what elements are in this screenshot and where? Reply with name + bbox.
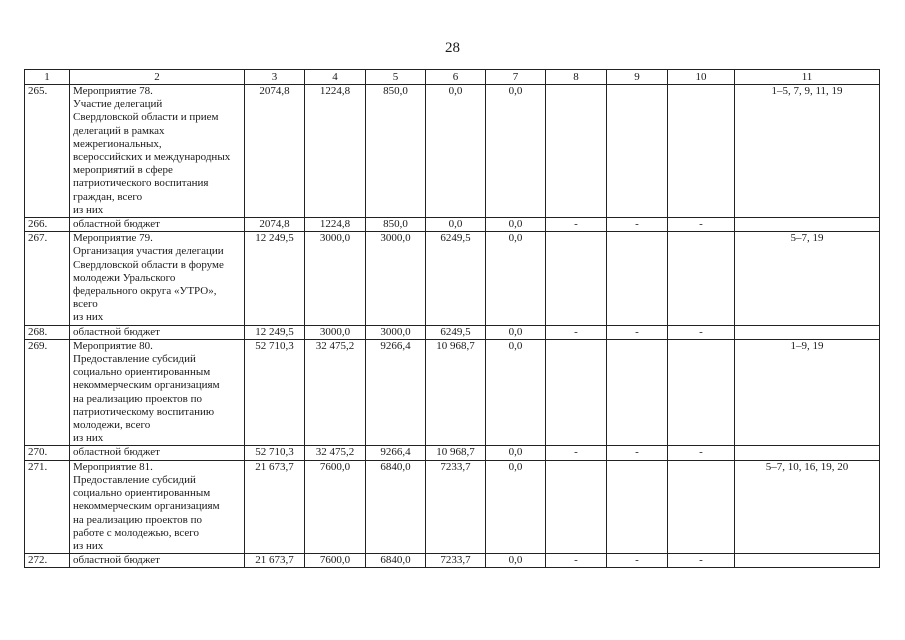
target-indicators-cell bbox=[735, 218, 880, 232]
description-line: Участие делегаций bbox=[73, 98, 163, 111]
target-indicators-cell: 1–5, 7, 9, 11, 19 bbox=[735, 85, 880, 218]
empty-column-cell-v9 bbox=[607, 339, 668, 446]
empty-column-cell-v10: - bbox=[668, 446, 735, 460]
amount-cell-v6: 0,0 bbox=[426, 85, 486, 218]
description-line: из них bbox=[73, 311, 104, 324]
description-cell bbox=[70, 339, 245, 446]
description-line: областной бюджет bbox=[73, 554, 160, 567]
empty-column-cell-v9 bbox=[607, 85, 668, 218]
table-row bbox=[25, 325, 880, 339]
empty-column-cell-v8: - bbox=[546, 218, 607, 232]
amount-cell-v3: 2074,8 bbox=[245, 218, 305, 232]
description-line: областной бюджет bbox=[73, 218, 160, 231]
description-line: Мероприятие 80. bbox=[73, 339, 153, 352]
amount-cell-v4: 7600,0 bbox=[305, 554, 366, 568]
description-line: всего bbox=[73, 298, 98, 311]
amount-cell-v3: 52 710,3 bbox=[245, 446, 305, 460]
description-line: Мероприятие 79. bbox=[73, 232, 153, 245]
description-line: патриотическому воспитанию bbox=[73, 405, 215, 418]
description-cell bbox=[70, 446, 245, 460]
column-header: 6 bbox=[426, 70, 486, 85]
empty-column-cell-v9: - bbox=[607, 446, 668, 460]
description-line: областной бюджет bbox=[73, 325, 160, 338]
description-line: некоммерческим организациям bbox=[73, 500, 220, 513]
description-line: социально ориентированным bbox=[73, 366, 211, 379]
description-line: Организация участия делегации bbox=[73, 245, 224, 258]
target-indicators-cell bbox=[735, 446, 880, 460]
description-line: молодежи, всего bbox=[73, 419, 151, 432]
empty-column-cell-v9 bbox=[607, 232, 668, 325]
amount-cell-v7: 0,0 bbox=[486, 446, 546, 460]
amount-cell-v6: 10 968,7 bbox=[426, 339, 486, 446]
amount-cell-v4: 7600,0 bbox=[305, 460, 366, 553]
empty-column-cell-v8: - bbox=[546, 446, 607, 460]
table-row bbox=[25, 446, 880, 460]
amount-cell-v6: 7233,7 bbox=[426, 554, 486, 568]
amount-cell-v5: 9266,4 bbox=[366, 339, 426, 446]
description-line: молодежи Уральского bbox=[73, 271, 176, 284]
description-line: Предоставление субсидий bbox=[73, 473, 196, 486]
empty-column-cell-v10 bbox=[668, 460, 735, 553]
table-row bbox=[25, 339, 880, 446]
table-row bbox=[25, 554, 880, 568]
amount-cell-v5: 850,0 bbox=[366, 218, 426, 232]
amount-cell-v3: 21 673,7 bbox=[245, 460, 305, 553]
column-header: 10 bbox=[668, 70, 735, 85]
target-indicators-cell: 1–9, 19 bbox=[735, 339, 880, 446]
amount-cell-v3: 12 249,5 bbox=[245, 325, 305, 339]
table-row bbox=[25, 460, 880, 553]
amount-cell-v4: 1224,8 bbox=[305, 218, 366, 232]
empty-column-cell-v10 bbox=[668, 339, 735, 446]
description-line: из них bbox=[73, 539, 104, 552]
empty-column-cell-v9: - bbox=[607, 554, 668, 568]
column-header: 4 bbox=[305, 70, 366, 85]
empty-column-cell-v10: - bbox=[668, 325, 735, 339]
description-line: областной бюджет bbox=[73, 446, 160, 459]
description-cell bbox=[70, 325, 245, 339]
empty-column-cell-v10 bbox=[668, 232, 735, 325]
amount-cell-v4: 3000,0 bbox=[305, 232, 366, 325]
empty-column-cell-v8 bbox=[546, 339, 607, 446]
description-line: граждан, всего bbox=[73, 190, 143, 203]
table-row bbox=[25, 218, 880, 232]
description-cell bbox=[70, 232, 245, 325]
description-line: межрегиональных, bbox=[73, 137, 162, 150]
description-line: делегаций в рамках bbox=[73, 124, 165, 137]
amount-cell-v7: 0,0 bbox=[486, 460, 546, 553]
target-indicators-cell bbox=[735, 554, 880, 568]
row-number-cell: 265. bbox=[25, 85, 70, 218]
amount-cell-v4: 32 475,2 bbox=[305, 339, 366, 446]
empty-column-cell-v9 bbox=[607, 460, 668, 553]
description-line: Предоставление субсидий bbox=[73, 353, 196, 366]
description-line: Свердловской области и прием bbox=[73, 111, 219, 124]
empty-column-cell-v10 bbox=[668, 85, 735, 218]
budget-table bbox=[24, 69, 880, 568]
amount-cell-v3: 12 249,5 bbox=[245, 232, 305, 325]
empty-column-cell-v8: - bbox=[546, 325, 607, 339]
row-number-cell: 272. bbox=[25, 554, 70, 568]
description-line: мероприятий в сфере bbox=[73, 164, 173, 177]
amount-cell-v4: 32 475,2 bbox=[305, 446, 366, 460]
empty-column-cell-v8 bbox=[546, 460, 607, 553]
target-indicators-cell bbox=[735, 325, 880, 339]
column-header: 8 bbox=[546, 70, 607, 85]
amount-cell-v6: 10 968,7 bbox=[426, 446, 486, 460]
amount-cell-v6: 6249,5 bbox=[426, 232, 486, 325]
empty-column-cell-v10: - bbox=[668, 554, 735, 568]
amount-cell-v7: 0,0 bbox=[486, 218, 546, 232]
table-body bbox=[25, 70, 880, 568]
column-header: 1 bbox=[25, 70, 70, 85]
row-number-cell: 271. bbox=[25, 460, 70, 553]
description-line: работе с молодежью, всего bbox=[73, 526, 199, 539]
amount-cell-v5: 6840,0 bbox=[366, 554, 426, 568]
amount-cell-v6: 0,0 bbox=[426, 218, 486, 232]
target-indicators-cell: 5–7, 10, 16, 19, 20 bbox=[735, 460, 880, 553]
description-line: из них bbox=[73, 203, 104, 216]
empty-column-cell-v8 bbox=[546, 232, 607, 325]
row-number-cell: 266. bbox=[25, 218, 70, 232]
description-cell bbox=[70, 460, 245, 553]
column-header: 7 bbox=[486, 70, 546, 85]
description-line: на реализацию проектов по bbox=[73, 513, 202, 526]
amount-cell-v5: 9266,4 bbox=[366, 446, 426, 460]
amount-cell-v4: 3000,0 bbox=[305, 325, 366, 339]
description-cell bbox=[70, 554, 245, 568]
row-number-cell: 270. bbox=[25, 446, 70, 460]
description-line: Мероприятие 81. bbox=[73, 460, 153, 473]
amount-cell-v5: 6840,0 bbox=[366, 460, 426, 553]
row-number-cell: 268. bbox=[25, 325, 70, 339]
description-line: всероссийских и международных bbox=[73, 151, 231, 164]
amount-cell-v7: 0,0 bbox=[486, 85, 546, 218]
description-line: на реализацию проектов по bbox=[73, 392, 202, 405]
empty-column-cell-v9: - bbox=[607, 218, 668, 232]
row-number-cell: 269. bbox=[25, 339, 70, 446]
page-number: 28 bbox=[445, 40, 460, 56]
table-row bbox=[25, 232, 880, 325]
description-line: из них bbox=[73, 432, 104, 445]
header-row bbox=[25, 70, 880, 85]
empty-column-cell-v8 bbox=[546, 85, 607, 218]
amount-cell-v5: 850,0 bbox=[366, 85, 426, 218]
amount-cell-v5: 3000,0 bbox=[366, 325, 426, 339]
column-header: 2 bbox=[70, 70, 245, 85]
description-cell bbox=[70, 218, 245, 232]
amount-cell-v7: 0,0 bbox=[486, 554, 546, 568]
description-line: федерального округа «УТРО», bbox=[73, 285, 217, 298]
description-line: некоммерческим организациям bbox=[73, 379, 220, 392]
empty-column-cell-v8: - bbox=[546, 554, 607, 568]
column-header: 9 bbox=[607, 70, 668, 85]
empty-column-cell-v9: - bbox=[607, 325, 668, 339]
amount-cell-v6: 7233,7 bbox=[426, 460, 486, 553]
amount-cell-v3: 52 710,3 bbox=[245, 339, 305, 446]
description-line: Свердловской области в форуме bbox=[73, 258, 224, 271]
amount-cell-v3: 2074,8 bbox=[245, 85, 305, 218]
empty-column-cell-v10: - bbox=[668, 218, 735, 232]
table-row bbox=[25, 85, 880, 218]
description-line: патриотического воспитания bbox=[73, 177, 209, 190]
description-line: Мероприятие 78. bbox=[73, 85, 153, 97]
amount-cell-v7: 0,0 bbox=[486, 232, 546, 325]
row-number-cell: 267. bbox=[25, 232, 70, 325]
amount-cell-v7: 0,0 bbox=[486, 339, 546, 446]
amount-cell-v5: 3000,0 bbox=[366, 232, 426, 325]
column-header: 3 bbox=[245, 70, 305, 85]
target-indicators-cell: 5–7, 19 bbox=[735, 232, 880, 325]
amount-cell-v3: 21 673,7 bbox=[245, 554, 305, 568]
column-header: 5 bbox=[366, 70, 426, 85]
amount-cell-v4: 1224,8 bbox=[305, 85, 366, 218]
description-line: социально ориентированным bbox=[73, 487, 211, 500]
amount-cell-v6: 6249,5 bbox=[426, 325, 486, 339]
column-header: 11 bbox=[735, 70, 880, 85]
description-cell bbox=[70, 85, 245, 218]
amount-cell-v7: 0,0 bbox=[486, 325, 546, 339]
